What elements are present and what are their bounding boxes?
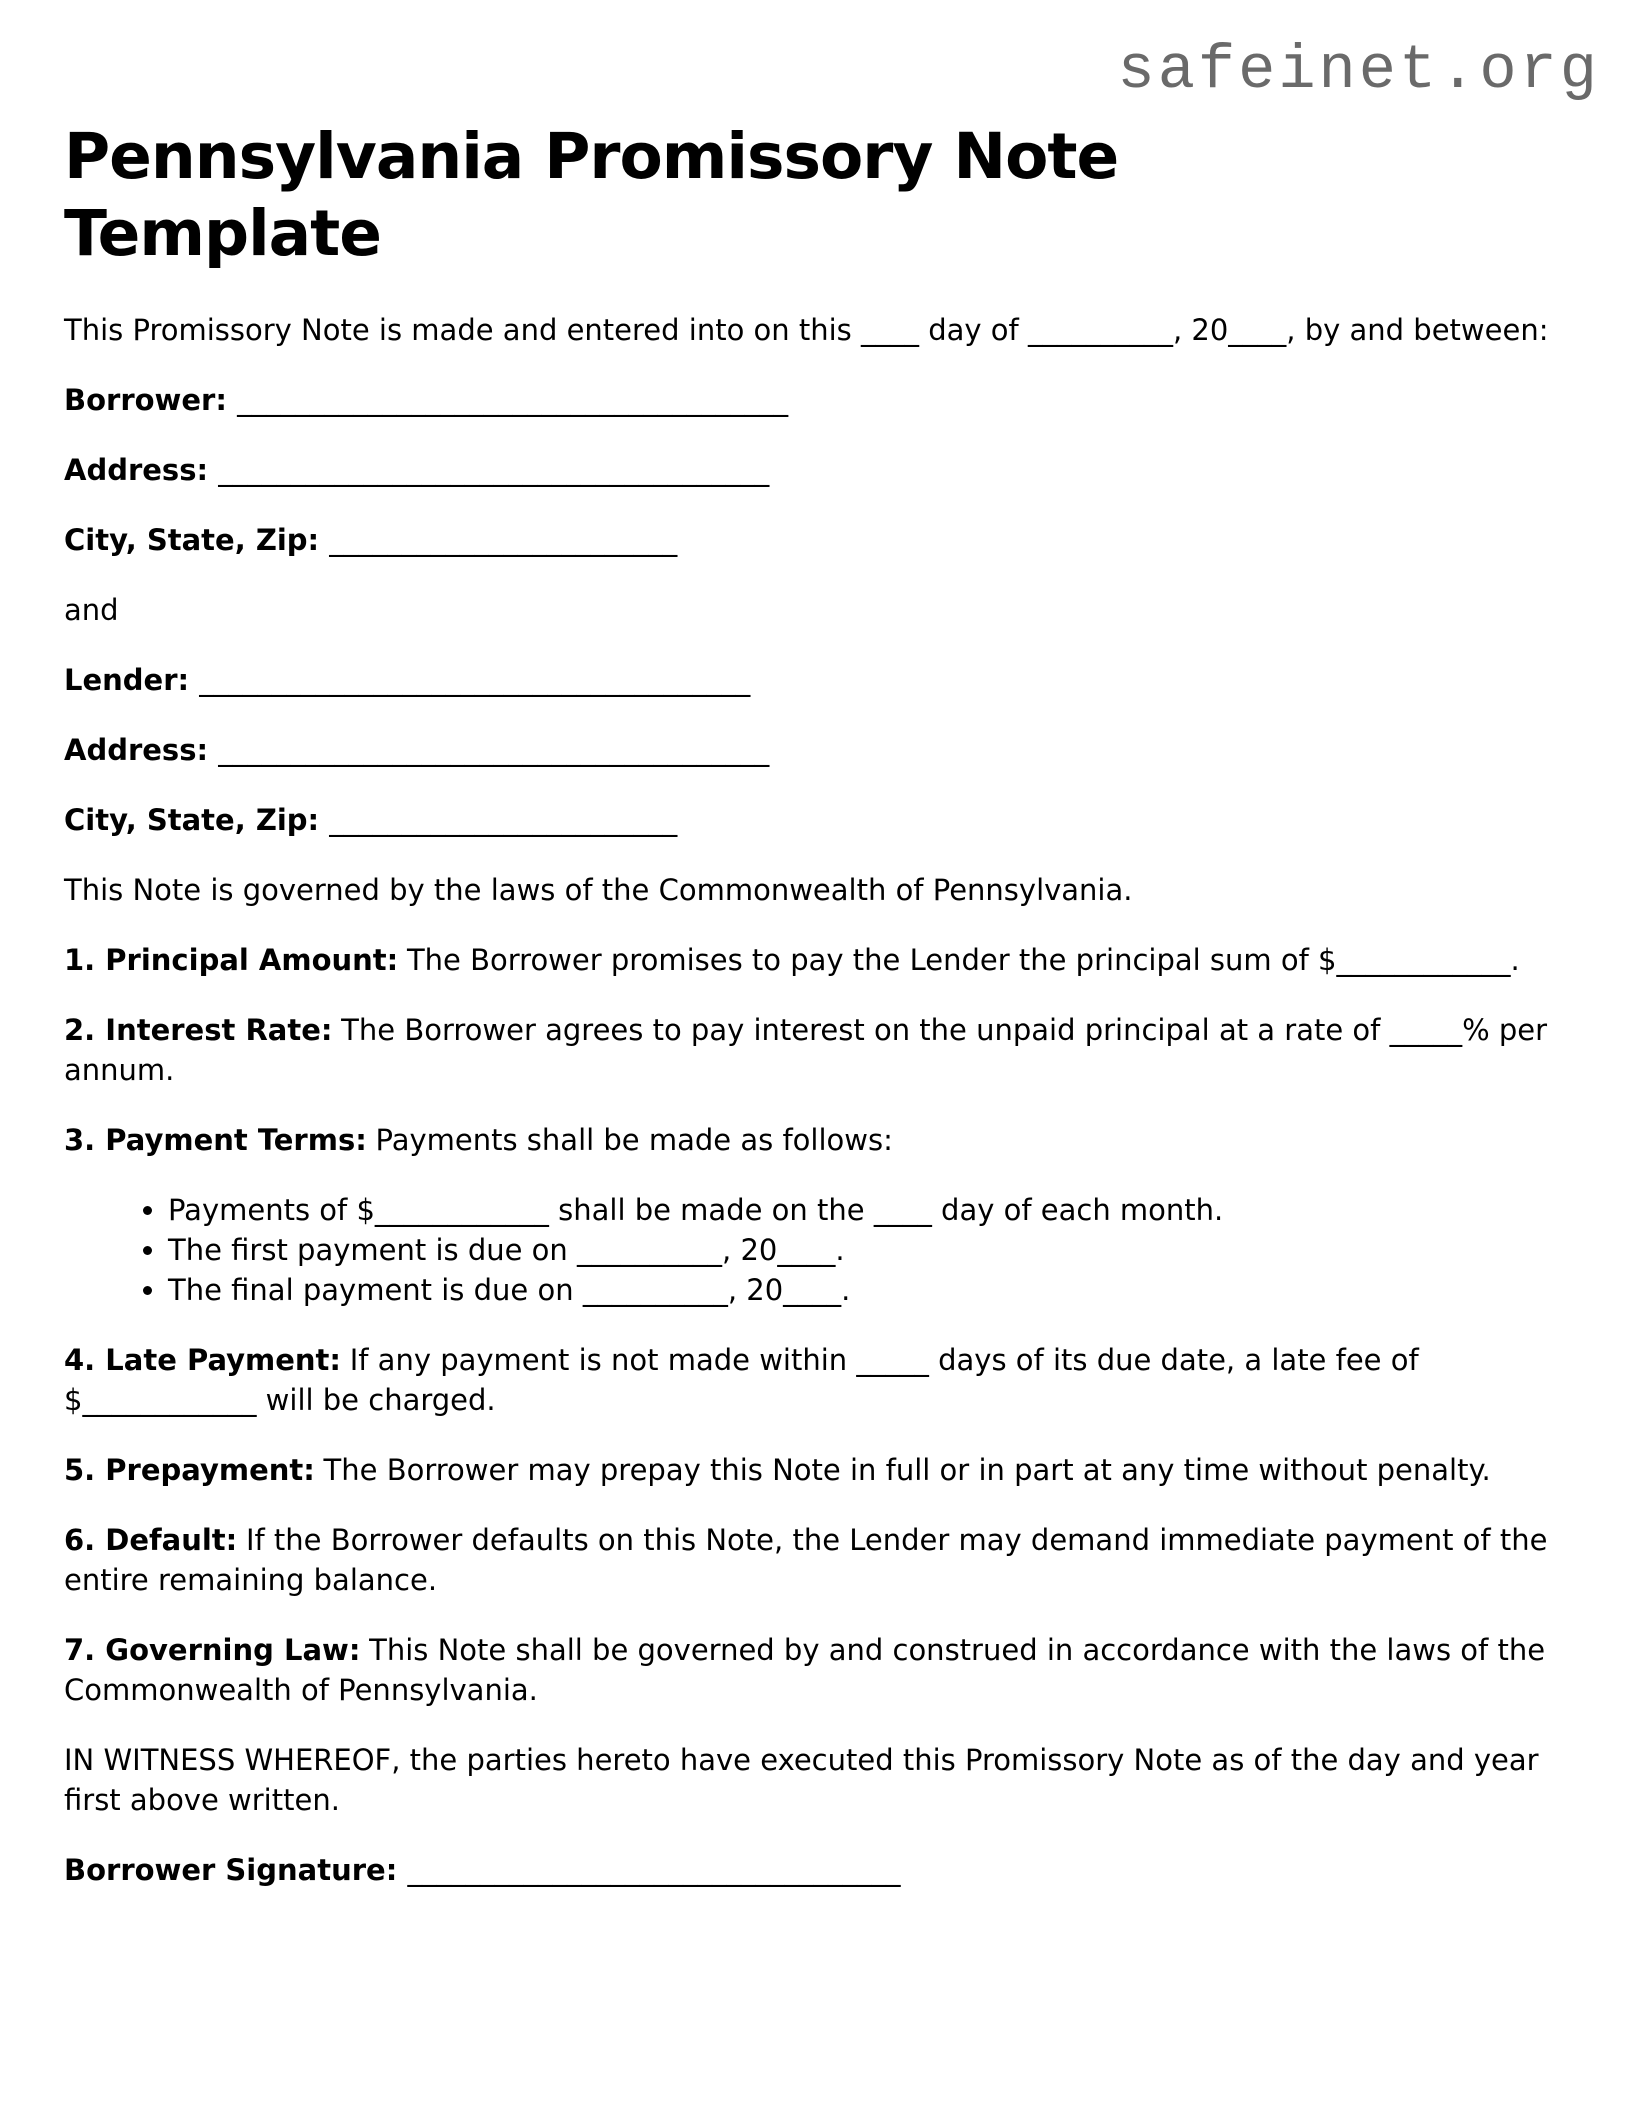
section-default: [64, 1520, 1580, 1600]
section-late-payment-label: 4. Late Payment:: [64, 1343, 342, 1377]
section-governing-law-label: 7. Governing Law:: [64, 1633, 361, 1667]
payment-terms-bullet-final-payment: • The final payment is due on __________, 20____.: [168, 1270, 1580, 1310]
borrower-city-state-zip-label: City, State, Zip:: [64, 523, 320, 557]
section-payment-terms: [64, 1120, 1580, 1160]
section-principal-amount: [64, 940, 1580, 980]
lender-address-label: Address:: [64, 733, 209, 767]
payment-terms-bullet-list: [64, 1190, 1580, 1310]
watermark-site-name: safeinet.org: [1117, 35, 1600, 106]
payment-terms-bullet-monthly: • Payments of $____________ shall be made on the ____ day of each month.: [168, 1190, 1580, 1230]
lender-city-state-zip-blank: ________________________: [329, 803, 678, 837]
borrower-address-line: [64, 450, 1580, 490]
section-late-payment-text: If any payment is not made within _____ days of its due date, a late fee of $____________ will be charged.: [64, 1343, 1419, 1417]
section-interest-rate-label: 2. Interest Rate:: [64, 1013, 333, 1047]
payment-terms-bullet-first-payment: • The first payment is due on __________, 20____.: [168, 1230, 1580, 1270]
section-default-label: 6. Default:: [64, 1523, 238, 1557]
section-governing-law-text: This Note shall be governed by and construed in accordance with the laws of the Commonwealth of Pennsylvania.: [64, 1633, 1546, 1707]
section-governing-law: [64, 1630, 1580, 1710]
borrower-address-blank: ______________________________________: [218, 453, 770, 487]
section-prepayment-text: The Borrower may prepay this Note in full or in part at any time without penalty.: [323, 1453, 1491, 1487]
section-prepayment: [64, 1450, 1580, 1490]
borrower-signature-label: Borrower Signature:: [64, 1853, 398, 1887]
borrower-label: Borrower:: [64, 383, 227, 417]
section-payment-terms-label: 3. Payment Terms:: [64, 1123, 367, 1157]
section-late-payment: [64, 1340, 1580, 1420]
lender-address-line: [64, 730, 1580, 770]
section-prepayment-label: 5. Prepayment:: [64, 1453, 315, 1487]
parties-connector: and: [64, 593, 119, 627]
section-principal-amount-text: The Borrower promises to pay the Lender the principal sum of $____________.: [406, 943, 1520, 977]
governing-note-line: This Note is governed by the laws of the Commonwealth of Pennsylvania.: [64, 873, 1133, 907]
section-payment-terms-text: Payments shall be made as follows:: [375, 1123, 893, 1157]
lender-label: Lender:: [64, 663, 190, 697]
intro-paragraph: This Promissory Note is made and entered into on this ____ day of __________, 20____, by and between:: [64, 313, 1549, 347]
document-title: Pennsylvania Promissory Note Template: [64, 120, 1119, 270]
section-principal-amount-label: 1. Principal Amount:: [64, 943, 399, 977]
borrower-city-state-zip-line: [64, 520, 1580, 560]
lender-address-blank: ______________________________________: [218, 733, 770, 767]
section-interest-rate: [64, 1010, 1580, 1090]
borrower-signature-blank: __________________________________: [407, 1853, 901, 1887]
lender-city-state-zip-label: City, State, Zip:: [64, 803, 320, 837]
borrower-city-state-zip-blank: ________________________: [329, 523, 678, 557]
lender-name-line: [64, 660, 1580, 700]
section-default-text: If the Borrower defaults on this Note, the Lender may demand immediate payment of the entire remaining balance.: [64, 1523, 1548, 1597]
witness-clause: IN WITNESS WHEREOF, the parties hereto have executed this Promissory Note as of the day and year first above written.: [64, 1743, 1539, 1817]
borrower-name-blank: ______________________________________: [237, 383, 789, 417]
borrower-address-label: Address:: [64, 453, 209, 487]
lender-name-blank: ______________________________________: [199, 663, 751, 697]
section-interest-rate-text: The Borrower agrees to pay interest on the unpaid principal at a rate of _____% per annum.: [64, 1013, 1548, 1087]
lender-city-state-zip-line: [64, 800, 1580, 840]
borrower-signature-line: [64, 1850, 1580, 1890]
borrower-name-line: [64, 380, 1580, 420]
